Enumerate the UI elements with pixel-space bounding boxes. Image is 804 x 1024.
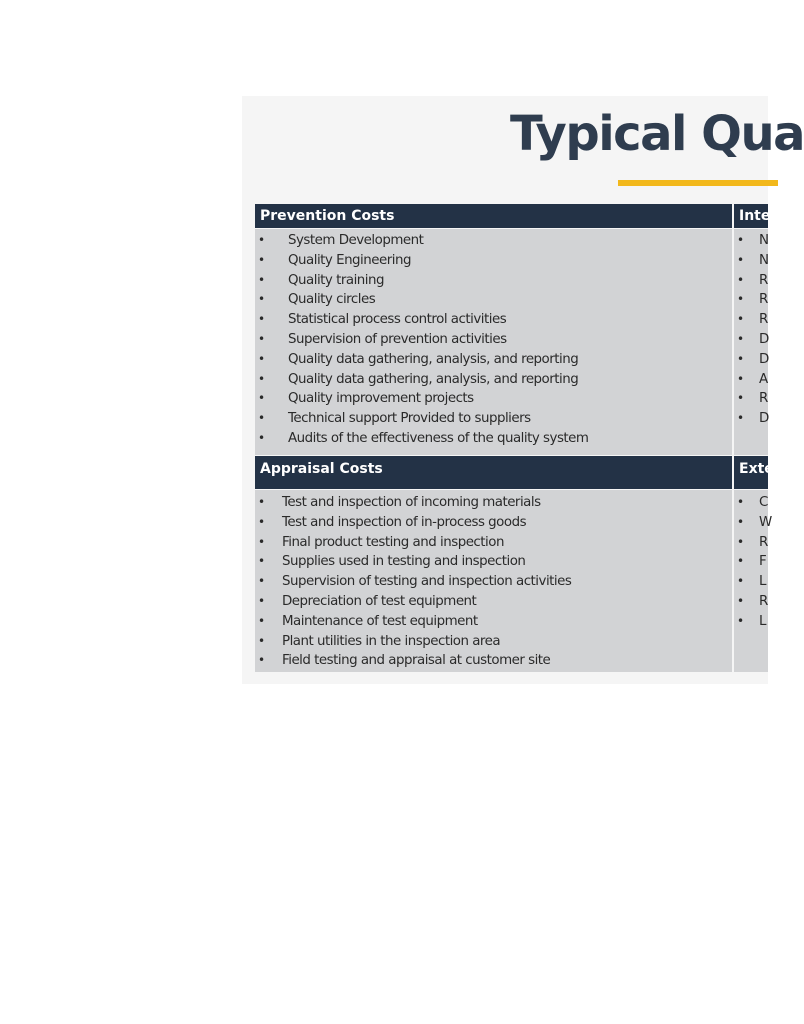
bullet-icon: • <box>737 331 744 346</box>
list-item: • D <box>734 409 768 429</box>
bullet-icon: • <box>258 613 265 628</box>
bullet-icon: • <box>258 272 265 287</box>
bullet-icon: • <box>258 593 265 608</box>
list-item: • Statistical process control activities <box>255 310 732 330</box>
bullet-icon: • <box>258 430 265 445</box>
list-item: • F <box>734 552 768 572</box>
bullet-icon: • <box>258 411 265 426</box>
bullet-icon: • <box>258 633 265 648</box>
slide-title: Typical Qua <box>510 106 804 162</box>
bullet-icon: • <box>737 411 744 426</box>
appraisal-costs-header: Appraisal Costs <box>255 456 732 489</box>
prevention-costs-header: Prevention Costs <box>255 204 732 228</box>
list-item: • R <box>734 533 768 553</box>
appraisal-costs-list <box>255 490 732 671</box>
bullet-icon: • <box>258 371 265 386</box>
bullet-icon: • <box>737 613 744 628</box>
bullet-icon: • <box>737 371 744 386</box>
bullet-icon: • <box>258 233 265 247</box>
list-item: • Supervision of testing and inspection activities <box>255 572 732 592</box>
list-item: • D <box>734 330 768 350</box>
bullet-icon: • <box>258 331 265 346</box>
bullet-icon: • <box>258 534 265 549</box>
external-failure-costs-body <box>734 490 772 672</box>
prevention-costs-list <box>255 229 732 449</box>
bullet-icon: • <box>737 514 744 529</box>
internal-failure-costs-body <box>734 229 768 455</box>
appraisal-costs-body <box>255 490 732 672</box>
list-item: • Final product testing and inspection <box>255 533 732 553</box>
list-item: • Test and inspection of incoming materials <box>255 493 732 513</box>
list-item: • R <box>734 271 768 291</box>
list-item: • Field testing and appraisal at customer site <box>255 651 732 671</box>
list-item: • Audits of the effectiveness of the quality system <box>255 429 732 449</box>
list-item: • R <box>734 310 768 330</box>
list-item: • Quality data gathering, analysis, and reporting <box>255 370 732 390</box>
bullet-icon: • <box>258 351 265 366</box>
list-item: • Quality improvement projects <box>255 389 732 409</box>
list-item: • W <box>734 513 768 533</box>
list-item: • Test and inspection of in-process goods <box>255 513 732 533</box>
internal-failure-costs-list <box>734 229 768 429</box>
bullet-icon: • <box>737 534 744 549</box>
bullet-icon: • <box>737 495 744 509</box>
bullet-icon: • <box>258 574 265 589</box>
bullet-icon: • <box>737 554 744 569</box>
list-item: • Maintenance of test equipment <box>255 612 732 632</box>
list-item: • System Development <box>255 231 732 251</box>
list-item: • L <box>734 572 768 592</box>
bullet-icon: • <box>737 292 744 307</box>
bullet-icon: • <box>737 391 744 406</box>
list-item: • Quality circles <box>255 290 732 310</box>
list-item: • Quality training <box>255 271 732 291</box>
list-item: • Supervision of prevention activities <box>255 330 732 350</box>
list-item: • Technical support Provided to suppliers <box>255 409 732 429</box>
list-item: • N <box>734 251 768 271</box>
list-item: • D <box>734 350 768 370</box>
title-underline <box>618 180 778 186</box>
internal-failure-costs-header: Inte <box>734 204 768 228</box>
bullet-icon: • <box>737 593 744 608</box>
list-item: • L <box>734 612 768 632</box>
list-item: • R <box>734 290 768 310</box>
bullet-icon: • <box>258 554 265 569</box>
external-failure-costs-header: Exte <box>734 456 768 489</box>
list-item: • A <box>734 370 768 390</box>
bullet-icon: • <box>258 252 265 267</box>
list-item: • Quality Engineering <box>255 251 732 271</box>
bullet-icon: • <box>737 272 744 287</box>
prevention-costs-body <box>255 229 732 455</box>
external-failure-costs-list <box>734 490 772 632</box>
bullet-icon: • <box>737 574 744 589</box>
bullet-icon: • <box>258 312 265 327</box>
list-item: • Quality data gathering, analysis, and reporting <box>255 350 732 370</box>
bullet-icon: • <box>737 233 744 247</box>
list-item: • N <box>734 231 768 251</box>
bullet-icon: • <box>258 653 265 668</box>
bullet-icon: • <box>737 252 744 267</box>
bullet-icon: • <box>258 391 265 406</box>
list-item: • Depreciation of test equipment <box>255 592 732 612</box>
list-item: • R <box>734 592 768 612</box>
bullet-icon: • <box>258 495 265 509</box>
bullet-icon: • <box>258 292 265 307</box>
list-item: • Plant utilities in the inspection area <box>255 632 732 652</box>
bullet-icon: • <box>737 351 744 366</box>
list-item: • R <box>734 389 768 409</box>
bullet-icon: • <box>258 514 265 529</box>
list-item: • Supplies used in testing and inspection <box>255 552 732 572</box>
list-item: • C <box>734 493 768 513</box>
bullet-icon: • <box>737 312 744 327</box>
slide <box>242 96 804 684</box>
